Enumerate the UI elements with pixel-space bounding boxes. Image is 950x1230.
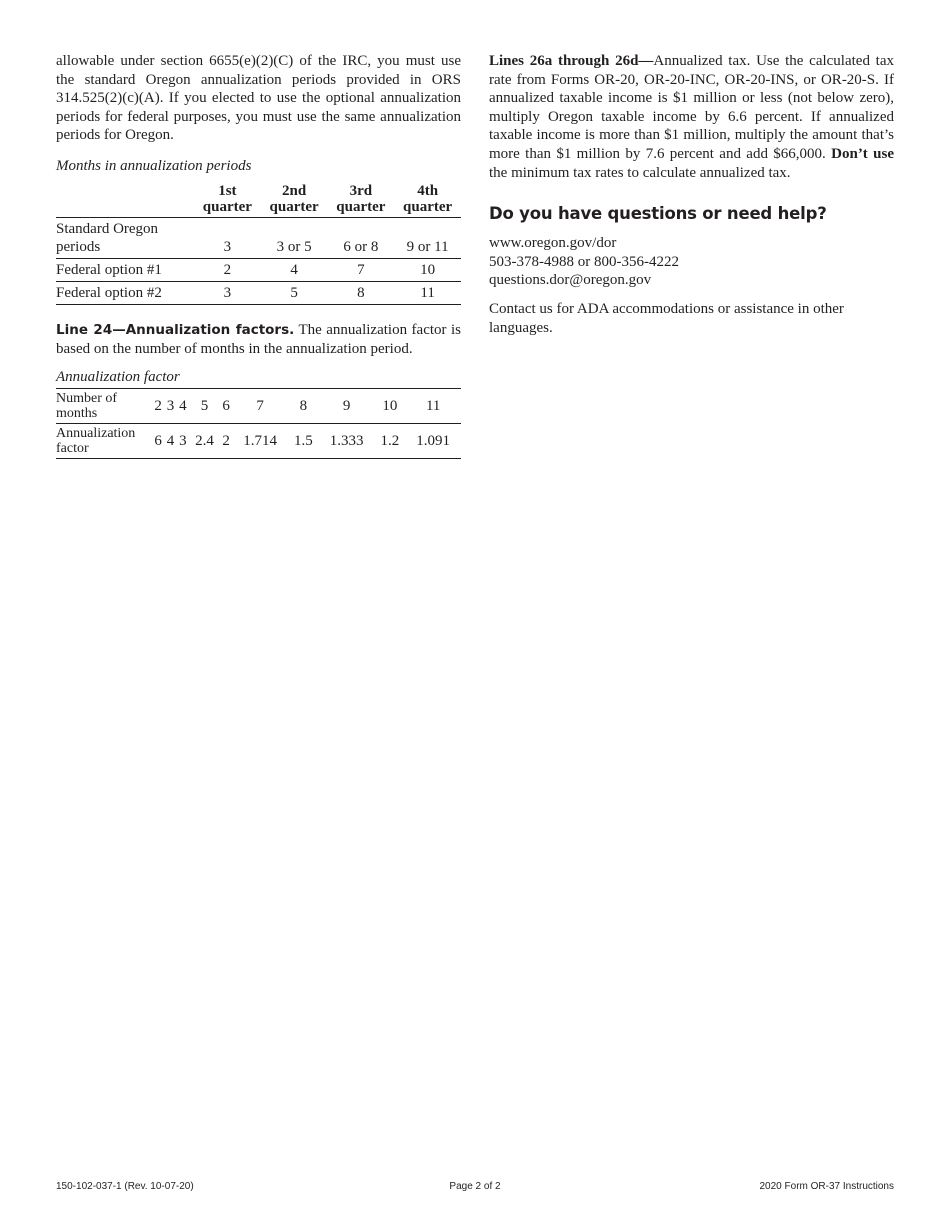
months-annualization-table bbox=[56, 183, 461, 305]
table-cell: 3 or 5 bbox=[276, 238, 312, 255]
table-cell: 3 bbox=[223, 238, 232, 255]
table-cell: 3 bbox=[179, 433, 187, 450]
table-cell: 1.714 bbox=[243, 433, 277, 450]
table-cell: 4 bbox=[179, 398, 187, 415]
table-cell: 10 bbox=[420, 261, 436, 278]
header-2nd-quarter: 2nd quarter bbox=[269, 182, 319, 215]
table-cell: 11 bbox=[425, 398, 441, 415]
left-column bbox=[56, 52, 461, 459]
row-label-annualization-factor: Annualization factor bbox=[56, 426, 136, 457]
table-cell: 9 or 11 bbox=[406, 238, 449, 255]
table-cell: 7 bbox=[256, 398, 264, 415]
table-cell: 2 bbox=[223, 261, 232, 278]
header-4th-quarter: 4th quarter bbox=[403, 182, 453, 215]
table-cell: 4 bbox=[290, 261, 298, 278]
footer-form-title: 2020 Form OR-37 Instructions bbox=[759, 1181, 894, 1192]
table-cell: 8 bbox=[299, 398, 308, 415]
table-cell: 4 bbox=[166, 433, 175, 450]
factor-table-caption: Annualization factor bbox=[56, 369, 180, 386]
table-cell: 3 bbox=[223, 284, 232, 301]
months-table-caption: Months in annualization periods bbox=[56, 157, 252, 174]
right-column bbox=[489, 52, 894, 337]
table-cell: 1.2 bbox=[380, 433, 400, 450]
table-cell: 8 bbox=[357, 284, 365, 301]
dont-use-emphasis: Don’t use bbox=[831, 145, 894, 162]
table-row bbox=[56, 258, 461, 281]
table-cell: 7 bbox=[357, 261, 365, 278]
table-cell: 2 bbox=[154, 398, 162, 415]
lines26-paragraph bbox=[489, 52, 894, 182]
table-cell: 3 bbox=[166, 398, 175, 415]
phone-numbers: 503-378-4988 or 800-356-4222 bbox=[489, 253, 679, 270]
row-label-federal-option-1: Federal option #1 bbox=[56, 261, 162, 278]
table-row bbox=[56, 389, 461, 424]
header-3rd-quarter: 3rd quarter bbox=[336, 182, 386, 215]
months-table-corner bbox=[56, 183, 194, 218]
footer-page-number: Page 2 of 2 bbox=[449, 1181, 501, 1192]
lines26-text-end: the minimum tax rates to calculate annualized tax. bbox=[489, 164, 791, 181]
footer-form-number: 150-102-037-1 (Rev. 10-07-20) bbox=[56, 1181, 194, 1192]
lines26-title: Lines 26a through 26d— bbox=[489, 53, 654, 69]
line24-text: The annualization factor is based on the number of months in the annualization period. bbox=[56, 321, 461, 357]
ada-paragraph: Contact us for ADA accommodations or assistance in other languages. bbox=[489, 300, 844, 336]
table-row bbox=[56, 424, 461, 459]
email-link[interactable]: questions.dor@oregon.gov bbox=[489, 272, 652, 289]
table-cell: 1.091 bbox=[416, 433, 451, 450]
table-cell: 1.5 bbox=[294, 433, 313, 450]
table-cell: 5 bbox=[200, 398, 209, 415]
table-row bbox=[56, 217, 461, 258]
header-1st-quarter: 1st quarter bbox=[202, 182, 252, 215]
table-cell: 11 bbox=[420, 284, 435, 301]
table-cell: 6 bbox=[222, 398, 230, 415]
line24-paragraph bbox=[56, 321, 461, 358]
table-cell: 10 bbox=[382, 398, 398, 415]
line24-title: Line 24—Annualization factors. bbox=[56, 321, 295, 338]
row-label-standard-oregon: Standard Oregon periods bbox=[56, 220, 159, 255]
table-row bbox=[56, 281, 461, 304]
annualization-factor-table bbox=[56, 388, 461, 459]
row-label-federal-option-2: Federal option #2 bbox=[56, 284, 162, 301]
table-cell: 6 bbox=[154, 433, 162, 450]
table-cell: 2 bbox=[222, 433, 230, 450]
table-cell: 1.333 bbox=[329, 433, 364, 450]
intro-paragraph: allowable under section 6655(e)(2)(C) of the IRC, you must use the standard Oregon annualization periods provided in ORS 314.525(2)(c)(A). If you elected to use the optional annualization periods for federal purposes, you must use the same annualization periods for Oregon. bbox=[56, 53, 461, 144]
months-table-header-row bbox=[56, 183, 461, 218]
help-heading: Do you have questions or need help? bbox=[489, 204, 827, 224]
table-cell: 6 or 8 bbox=[343, 238, 379, 255]
table-cell: 9 bbox=[342, 398, 351, 415]
table-cell: 5 bbox=[290, 284, 298, 301]
website-link[interactable]: www.oregon.gov/dor bbox=[489, 235, 617, 252]
lines26-text: Annualized tax. Use the calculated tax rate from Forms OR-20, OR-20-INC, OR-20-INS, or OR-20-S. If annualized taxable income is $1 million or less (not below zero), multiply Oregon taxable income by 6.6 percent. If annualized taxable income is more than $1 million, multiply the amount that’s more than $1 million by 7.6 percent and add $66,000. bbox=[489, 53, 894, 162]
table-cell: 2.4 bbox=[195, 433, 214, 450]
row-label-number-of-months: Number of months bbox=[56, 391, 118, 422]
